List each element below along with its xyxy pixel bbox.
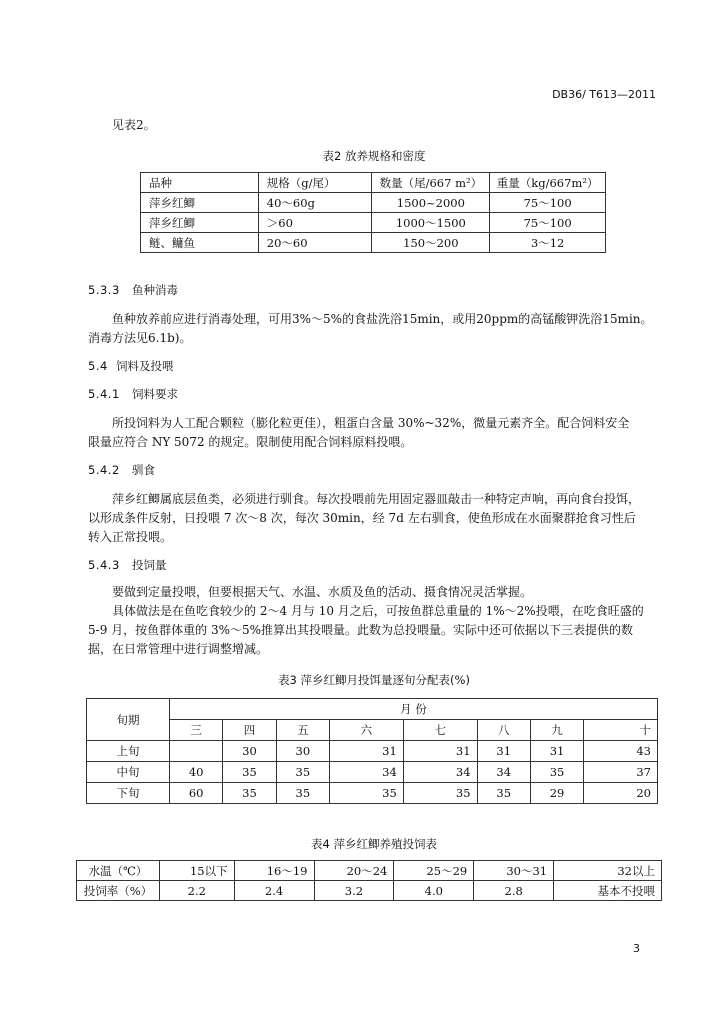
table-cell: 20	[584, 783, 658, 804]
month-cell: 四	[223, 720, 276, 741]
table2-header-cell: 数量（尾/667 m²）	[372, 173, 490, 193]
table-cell: 16～19	[234, 861, 314, 881]
table-row	[87, 762, 658, 783]
section-heading-5-4-3	[88, 557, 167, 573]
paragraph-line: 消毒方法见6.1b)。	[88, 331, 192, 345]
table3-month-row	[87, 720, 658, 741]
table2-header-cell: 品种	[141, 173, 259, 193]
table-cell: 31	[477, 741, 530, 762]
section-title: 驯食	[132, 463, 155, 477]
section-number: 5.4	[88, 359, 108, 373]
table-cell: 40	[170, 762, 223, 783]
paragraph-line: 所投饲料为人工配合颗粒（膨化粒更佳），粗蛋白含量 30%~32%，微量元素齐全。配合饲料安全	[112, 416, 630, 430]
table-cell: 萍乡红鲫	[141, 193, 259, 213]
table-cell: 31	[403, 741, 477, 762]
table-cell: 75～100	[490, 213, 606, 233]
table-cell: 萍乡红鲫	[141, 213, 259, 233]
month-cell: 八	[477, 720, 530, 741]
table-row	[87, 741, 658, 762]
section-heading-5-4	[88, 358, 174, 374]
table2-header-cell: 重量（kg/667m²）	[490, 173, 606, 193]
table-cell: ＞60	[258, 213, 372, 233]
table-cell: 31	[329, 741, 403, 762]
table3	[86, 698, 658, 804]
paragraph-line: 限量应符合 NY 5072 的规定。限制使用配合饲料原料投喂。	[88, 435, 413, 449]
table2-header-cell: 规格（g/尾）	[258, 173, 372, 193]
table2	[140, 172, 606, 253]
row-label: 下旬	[87, 783, 170, 804]
table-row	[141, 193, 606, 213]
table3-group-header: 月 份	[170, 699, 658, 720]
month-cell: 七	[403, 720, 477, 741]
table-cell: 2.4	[234, 881, 314, 901]
row-label: 投饲率（%）	[77, 881, 160, 901]
section-title: 鱼种消毒	[132, 283, 178, 297]
table-cell: 35	[403, 783, 477, 804]
table-cell: 35	[477, 783, 530, 804]
table-cell: 34	[329, 762, 403, 783]
table-cell: 20～60	[258, 233, 372, 253]
page-number: 3	[633, 942, 640, 955]
paragraph-line: 转入正常投喂。	[88, 530, 173, 544]
table-row	[141, 233, 606, 253]
paragraph-line: 要做到定量投喂，但要根据天气、水温、水质及鱼的活动、摄食情况灵活掌握。	[112, 585, 533, 599]
table-cell: 60	[170, 783, 223, 804]
row-label: 上旬	[87, 741, 170, 762]
section-heading-5-3-3	[88, 282, 178, 298]
paragraph-line: 具体做法是在鱼吃食较少的 2～4 月与 10 月之后，可按鱼群总重量的 1%～2%投喂，在吃食旺盛的	[112, 604, 644, 618]
table-row	[141, 213, 606, 233]
table2-caption: 表2 放养规格和密度	[322, 149, 426, 163]
table-cell: 35	[530, 762, 583, 783]
section-number: 5.4.2	[88, 463, 120, 477]
table-cell: 20～24	[314, 861, 394, 881]
table-cell: 43	[584, 741, 658, 762]
table-cell: 15以下	[160, 861, 235, 881]
table-cell: 2.8	[474, 881, 554, 901]
table-cell: 鲢、鳙鱼	[141, 233, 259, 253]
table-cell: 35	[276, 762, 329, 783]
table-cell: 3～12	[490, 233, 606, 253]
table-cell: 37	[584, 762, 658, 783]
table-cell: 150～200	[372, 233, 490, 253]
table4-caption: 表4 萍乡红鲫养殖投饲表	[311, 837, 437, 851]
table-cell: 25～29	[394, 861, 474, 881]
see-table-line: 见表2。	[112, 118, 156, 132]
table-cell: 2.2	[160, 881, 235, 901]
month-cell: 三	[170, 720, 223, 741]
table-cell: 75～100	[490, 193, 606, 213]
table-cell: 基本不投喂	[554, 881, 662, 901]
table-cell	[170, 741, 223, 762]
paragraph-line: 以形成条件反射，日投喂 7 次～8 次，每次 30min，经 7d 左右驯食，使鱼形成在水面聚群抢食习性后	[88, 511, 636, 525]
table3-caption: 表3 萍乡红鲫月投饵量逐旬分配表(%)	[278, 673, 470, 687]
section-number: 5.3.3	[88, 283, 120, 297]
table4	[76, 860, 662, 901]
table-cell: 40～60g	[258, 193, 372, 213]
paragraph-line: 5-9 月，按鱼群体重的 3%～5%推算出其投喂量。此数为总投喂量。实际中还可依据以下三表提供的数	[88, 623, 634, 637]
section-number: 5.4.1	[88, 387, 120, 401]
table-row	[77, 861, 662, 881]
table-cell: 35	[223, 762, 276, 783]
document-code: DB36/ T613—2011	[552, 88, 656, 101]
section-title: 饲料要求	[132, 387, 178, 401]
month-cell: 九	[530, 720, 583, 741]
section-heading-5-4-1	[88, 386, 178, 402]
table-cell: 29	[530, 783, 583, 804]
table2-header-row	[141, 173, 606, 193]
month-cell: 十	[584, 720, 658, 741]
table-cell: 31	[530, 741, 583, 762]
table-cell: 4.0	[394, 881, 474, 901]
table-cell: 35	[329, 783, 403, 804]
table-row	[87, 783, 658, 804]
table-cell: 34	[477, 762, 530, 783]
table-cell: 30	[223, 741, 276, 762]
paragraph-line: 鱼种放养前应进行消毒处理，可用3%～5%的食盐洗浴15min，或用20ppm的高锰酸钾洗浴15min。	[112, 312, 653, 326]
row-label: 水温（℃）	[77, 861, 160, 881]
table-cell: 1500~2000	[372, 193, 490, 213]
table-cell: 35	[223, 783, 276, 804]
section-title: 投饲量	[132, 558, 167, 572]
table-cell: 30～31	[474, 861, 554, 881]
table3-row-header: 旬期	[87, 699, 170, 741]
table-cell: 32以上	[554, 861, 662, 881]
month-cell: 六	[329, 720, 403, 741]
section-number: 5.4.3	[88, 558, 120, 572]
table-cell: 30	[276, 741, 329, 762]
section-title: 饲料及投喂	[116, 359, 174, 373]
table-cell: 1000～1500	[372, 213, 490, 233]
section-heading-5-4-2	[88, 462, 155, 478]
month-cell: 五	[276, 720, 329, 741]
table-row	[77, 881, 662, 901]
table-cell: 35	[276, 783, 329, 804]
row-label: 中旬	[87, 762, 170, 783]
paragraph-line: 据，在日常管理中进行调整增减。	[88, 642, 269, 656]
table3-header-row	[87, 699, 658, 720]
paragraph-line: 萍乡红鲫属底层鱼类，必须进行驯食。每次投喂前先用固定器皿敲击一种特定声响，再向食台投饵，	[112, 492, 641, 506]
table-cell: 34	[403, 762, 477, 783]
table-cell: 3.2	[314, 881, 394, 901]
